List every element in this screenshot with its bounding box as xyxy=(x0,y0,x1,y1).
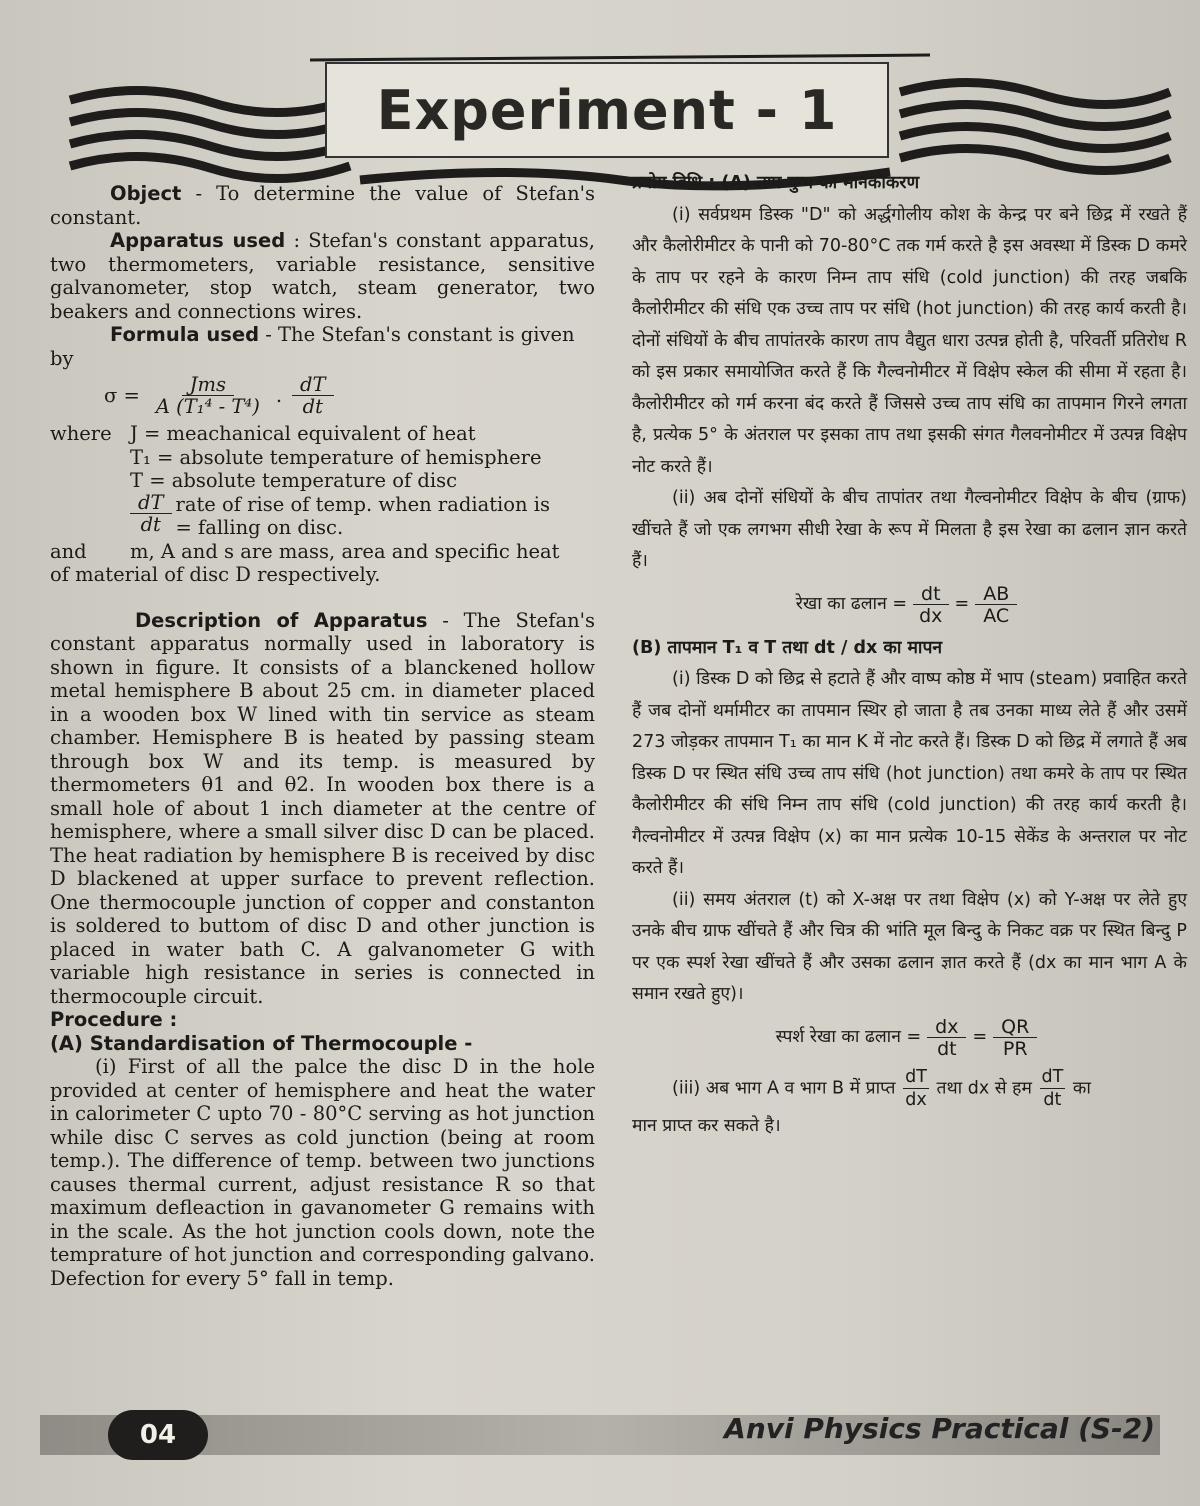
book-title: Anvi Physics Practical (S-2) xyxy=(724,1412,1155,1445)
formula-text: - The Stefan's constant is given xyxy=(259,323,575,346)
standardisation-heading: (A) Standardisation of Thermocouple - xyxy=(50,1031,473,1055)
fraction-numerator: Jms xyxy=(182,375,234,396)
rate-text xyxy=(176,493,551,540)
and-row xyxy=(50,540,595,564)
fraction-numerator: dx xyxy=(927,1017,966,1038)
apparatus-label: Apparatus used xyxy=(110,229,286,252)
para5-fraction-1 xyxy=(903,1066,929,1111)
equals-sign: = xyxy=(972,1027,988,1048)
method-para-4: (ii) समय अंतराल (t) को X-अक्ष पर तथा विक्षेप (x) को Y-अक्ष पर लेते हुए उनके बीच ग्राफ खींचते हैं और चित्र की भांति मूल बिन्दु के निकट वक्र पर स्थित बिन्दु P पर एक स्पर्श रेखा खींचते हैं और उसका ढलान ज्ञात करते हैं (dx का मान भाग A के समान रखते हुए)। xyxy=(632,889,1187,1004)
para5-fraction-2 xyxy=(1040,1066,1066,1111)
formula-paragraph xyxy=(50,323,595,347)
right-column xyxy=(632,168,1187,1142)
rate-fraction xyxy=(130,490,172,540)
method-para-5-end: मान प्राप्त कर सकते है। xyxy=(632,1115,781,1136)
method-heading-b: (B) तापमान T₁ व T तथा dt / dx का मापन xyxy=(632,637,943,658)
method-para-2: (ii) अब दोनों संधियों के बीच तापांतर तथा गैल्वनोमीटर विक्षेप के बीच (ग्राफ) खींचते हैं जो एक लगभग सीधी रेखा के रूप में मिलता है इस रेखा का ढलान ज्ञान करते हैं। xyxy=(632,488,1187,571)
tangent-fraction-1 xyxy=(927,1017,966,1060)
fraction-numerator: dT xyxy=(130,493,172,514)
method-para-5 xyxy=(632,1066,1187,1111)
def-j: J = meachanical equivalent of heat xyxy=(130,422,476,445)
object-paragraph xyxy=(50,182,595,229)
fraction-numerator: dT xyxy=(292,375,334,396)
formula-label: Formula used xyxy=(110,323,260,346)
description-paragraph xyxy=(50,609,595,1009)
fraction-denominator: dt xyxy=(1043,1089,1062,1110)
method-para-1: (i) सर्वप्रथम डिस्क "D" को अर्द्धगोलीय कोश के केन्द्र पर बने छिद्र में रखते हैं और कैलोरीमीटर के पानी को 70-80°C तक गर्म करते है इस अवस्था में डिस्क D कमरे के ताप पर रहने के कारण निम्न ताप संधि (cold junction) की तरह जबकि कैलोरीमीटर की संधि एक उच्च ताप पर संधि (hot junction) की तरह कार्य करती है। दोनों संधियों के बीच तापांतरके कारण ताप वैद्युत धारा उत्पन्न होती है, परिवर्ती प्रतिरोध R को इस प्रकार समायोजित करते हैं कि गैल्वनोमीटर में विक्षेप स्केल की सीमा में रहता है। कैलोरीमीटर को गर्म करना बंद करते हैं जिससे उच्च ताप संधि का तापमान गिरने लगता है, प्रत्येक 5° के अंतराल पर इसका ताप तथा इसकी संगत गैलवनोमीटर में उत्पन्न विक्षेप नोट करते हैं। xyxy=(632,204,1187,477)
para5-part-a: (iii) अब भाग A व भाग B में प्राप्त xyxy=(672,1078,896,1098)
para5-part-c: का xyxy=(1072,1078,1091,1098)
page-number: 04 xyxy=(139,1420,177,1450)
rate-text-line2: = falling on disc. xyxy=(175,516,344,539)
fraction-denominator: dt xyxy=(937,1037,957,1060)
standardisation-text: (i) First of all the palce the disc D in the hole provided at center of hemisphere and heat the water in calorimeter C upto 70 - 80°C serving as hot junction while disc C serves as cold junction (being at room temp.). The difference of temp. between two junctions causes thermal current, adjust resistance R so that maximum defleaction in gavanometer G remains with in the scale. As the hot junction cools down, note the temprature of hot junction and corresponding galvano. Defection for every 5° fall in temp. xyxy=(50,1055,595,1290)
fraction-numerator: AB xyxy=(975,584,1017,605)
fraction-denominator: dt xyxy=(302,394,323,418)
fraction-denominator: PR xyxy=(1002,1037,1028,1060)
and-label: and xyxy=(50,539,87,563)
dot-symbol: . xyxy=(275,384,283,408)
fraction-denominator: AC xyxy=(983,604,1010,627)
and-text-2: of material of disc D respectively. xyxy=(50,563,381,586)
tangent-fraction-2 xyxy=(993,1017,1037,1060)
method-heading-a: प्रयोग विधि : (A) ताप युग्म का मानकीकरण xyxy=(632,173,920,193)
rate-text-line1: rate of rise of temp. when radiation is xyxy=(175,492,551,516)
fraction-numerator: dT xyxy=(1041,1066,1064,1087)
fraction-denominator: dx xyxy=(919,604,943,627)
fraction-denominator: dt xyxy=(140,512,161,536)
para5-part-b: तथा dx से हम xyxy=(936,1078,1032,1098)
description-label: Description of Apparatus xyxy=(135,608,428,632)
tangent-label: स्पर्श रेखा का ढलान = xyxy=(775,1027,922,1048)
fraction-numerator: dt xyxy=(913,584,949,605)
formula-fraction-1 xyxy=(150,372,266,418)
slope-fraction-1 xyxy=(913,584,949,627)
fraction-denominator: A (T₁⁴ - T⁴) xyxy=(155,394,260,418)
stefan-formula xyxy=(100,372,595,420)
where-row xyxy=(50,422,595,446)
description-text: - The Stefan's constant apparatus normally used in laboratory is shown in figure. It consists of a blanckened hollow metal hemisphere B about 25 cm. in diameter placed in a wooden box W lined with tin service as steam chamber. Hemisphere B is heated by passing steam through box W and its temp. is measured by thermometers θ1 and θ2. In wooden box there is a small hole of about 1 inch diameter at the centre of hemisphere, where a small silver disc D can be placed. The heat radiation by hemisphere B is received by disc D blackened at upper surface to prevent reflection. One thermocouple junction of copper and constanton is soldered to buttom of disc D and other junction is placed in water bath C. A galvanometer G with variable high resistance in series is connected in thermocouple circuit. xyxy=(50,608,595,1008)
fraction-numerator: dT xyxy=(905,1066,927,1087)
apparatus-text: : Stefan's constant apparatus, two thermometers, variable resistance, sensitive galvanometer, stop watch, steam generator, two beakers and connections wires. xyxy=(50,229,596,323)
method-para-3: (i) डिस्क D को छिद्र से हटाते हैं और वाष्प कोष्ठ में भाप (steam) प्रवाहित करते हैं जब दोनों थर्मामीटर का तापमान स्थिर हो जाता है तब उनका माध्य लेते हैं और उसमें 273 जोड़कर तापमान T₁ का मान K में नोट करते हैं। डिस्क D को छिद्र में लगाते हैं अब डिस्क D पर स्थित संधि उच्च ताप संधि (hot junction) तथा कमरे के ताप पर स्थित कैलोरीमीटर की संधि निम्न ताप संधि (cold junction) की तरह कार्य करती है। गैल्वनोमीटर में उत्पन्न विक्षेप (x) का मान प्रत्येक 10-15 सेकेंड के अन्तराल पर नोट करते हैं। xyxy=(632,669,1187,878)
and-text: m, A and s are mass, area and specific heat xyxy=(130,539,560,563)
page-number-badge xyxy=(108,1410,208,1460)
by-text: by xyxy=(50,346,74,370)
formula-fraction-2 xyxy=(292,372,334,418)
procedure-heading: Procedure : xyxy=(50,1008,178,1031)
sigma-symbol: σ = xyxy=(104,384,140,408)
def-t1: T₁ = absolute temperature of hemisphere xyxy=(130,445,542,469)
title-box xyxy=(325,62,889,158)
tangent-formula xyxy=(632,1017,1187,1060)
apparatus-paragraph xyxy=(50,229,595,323)
page-title: Experiment - 1 xyxy=(376,78,838,142)
left-column xyxy=(50,182,595,1290)
equals-sign: = xyxy=(954,594,970,615)
where-label: where xyxy=(50,422,112,445)
slope-fraction-2 xyxy=(975,584,1017,627)
fraction-denominator: dx xyxy=(905,1089,927,1110)
fraction-numerator: QR xyxy=(993,1017,1037,1038)
object-text: - To determine the value of Stefan's constant. xyxy=(50,182,595,229)
slope-formula xyxy=(632,584,1187,627)
slope-label: रेखा का ढलान = xyxy=(795,594,908,615)
rate-definition xyxy=(130,490,595,540)
def-t: T = absolute temperature of disc xyxy=(130,469,458,492)
object-label: Object xyxy=(110,182,182,205)
